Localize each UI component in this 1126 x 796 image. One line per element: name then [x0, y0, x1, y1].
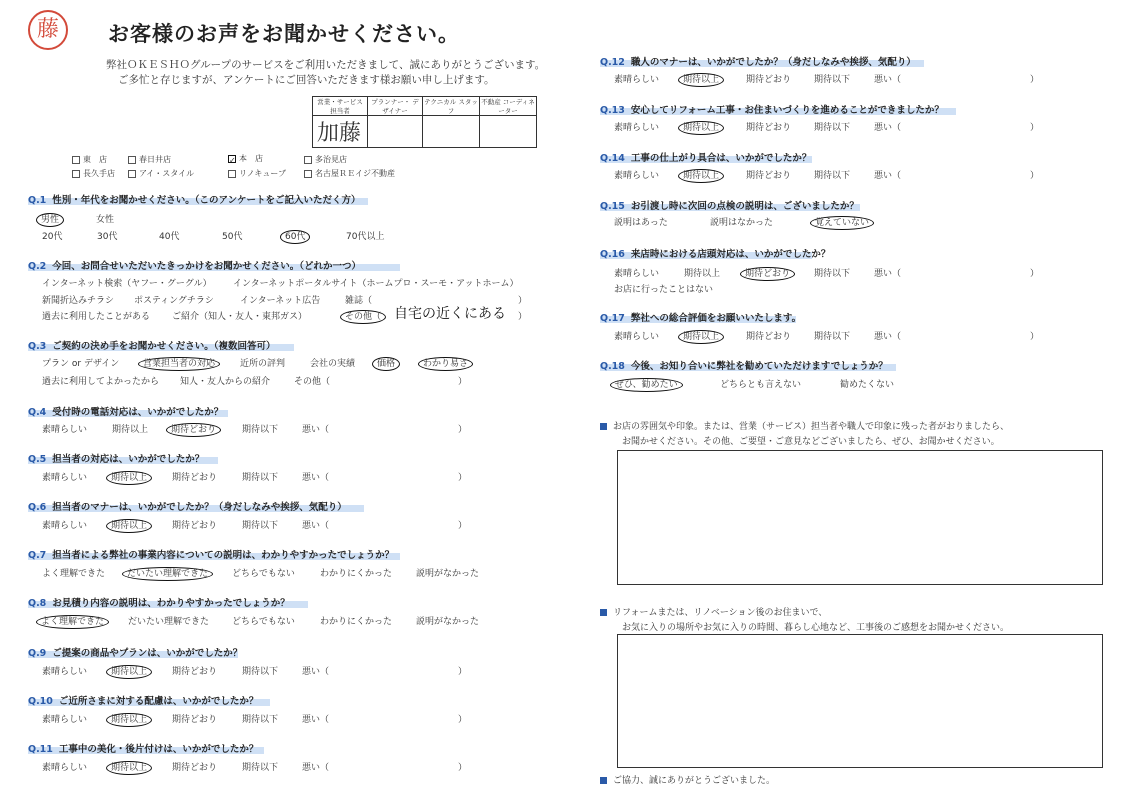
store-istyle[interactable]: アイ・スタイル [128, 168, 194, 179]
q2-other-answer: 自宅の近くにある [394, 306, 506, 322]
q10-bad[interactable]: 悪い（ [302, 715, 330, 725]
q7-neutral[interactable]: どちらでもない [232, 569, 295, 579]
q2-other[interactable]: その他（ [346, 309, 380, 322]
q2-posting-flyer[interactable]: ポスティングチラシ [134, 296, 214, 306]
q13-bad-close: ） [1030, 123, 1040, 133]
q5-as-expected[interactable]: 期待どおり [172, 473, 218, 483]
q18-neutral[interactable]: どちらとも言えない [720, 380, 802, 390]
q12-above[interactable]: 期待以上 [684, 72, 718, 85]
staff-name-planner [368, 116, 423, 148]
q2-magazine-close: ） [518, 296, 528, 306]
q3-clarity[interactable]: わかり易さ [424, 356, 467, 369]
q3-referral[interactable]: 知人・友人からの紹介 [180, 377, 271, 387]
q2-internet-ad[interactable]: インターネット広告 [240, 296, 321, 306]
q14-bad[interactable]: 悪い（ [874, 171, 902, 181]
q6-title: Q.6 担当者のマナーは、いかがでしたか？（身だしなみや挨拶、気配り） [28, 502, 347, 513]
store-main[interactable]: ✓ 本 店 [229, 154, 263, 165]
q10-below[interactable]: 期待以下 [242, 715, 279, 725]
q17-title: Q.17 弊社への総合評価をお願いいたします。 [600, 313, 802, 324]
staff-header-technical: テクニカル スタッフ [424, 98, 478, 115]
q16-below[interactable]: 期待以下 [814, 269, 851, 279]
q9-title: Q.9 ご提案の商品やプランは、いかがでしたか？ [28, 648, 243, 659]
comment1-line-1: お店の雰囲気や印象。または、営業（サービス）担当者や職人で印象に残った者がおりましたら、 [613, 422, 1010, 432]
q13-bad[interactable]: 悪い（ [874, 123, 902, 133]
q1-age-50[interactable]: 50代 [222, 232, 243, 242]
comment2-line-1: リフォームまたは、リノベーション後のお住まいで、 [613, 608, 828, 618]
q5-below[interactable]: 期待以下 [242, 473, 279, 483]
q9-excellent[interactable]: 素晴らしい [42, 667, 88, 677]
q8-neutral[interactable]: どちらでもない [232, 617, 295, 627]
q13-excellent[interactable]: 素晴らしい [614, 123, 660, 133]
q8-understood-well[interactable]: よく理解できた [42, 614, 103, 627]
intro-text [106, 58, 545, 88]
q4-bad-close: ） [458, 425, 468, 435]
q13-above[interactable]: 期待以上 [684, 120, 718, 133]
q3-price[interactable]: 価格 [378, 356, 394, 369]
q17-above[interactable]: 期待以上 [684, 329, 718, 342]
q9-as-expected[interactable]: 期待どおり [172, 667, 218, 677]
q2-internet-search[interactable]: インターネット検索（ヤフー・グーグル） [42, 279, 212, 289]
q12-bad-close: ） [1030, 75, 1040, 85]
q5-bad-close: ） [458, 473, 468, 483]
store-tajimi[interactable]: 多治見店 [304, 154, 347, 165]
comment1-prompt [600, 420, 1009, 450]
q17-bad-close: ） [1030, 332, 1040, 342]
q14-as-expected[interactable]: 期待どおり [746, 171, 792, 181]
q11-bad[interactable]: 悪い（ [302, 763, 330, 773]
q6-bad[interactable]: 悪い（ [302, 521, 330, 531]
q2-past-use[interactable]: 過去に利用したことがある [42, 312, 151, 322]
store-reiji[interactable]: 名古屋ＲＥイジ不動産 [304, 168, 395, 179]
comment1-box[interactable] [617, 450, 1103, 585]
staff-name-realestate [480, 116, 537, 148]
q15-dont-remember[interactable]: 覚えていない [816, 215, 868, 228]
q18-title: Q.18 今後、お知り合いに弊社を勧めていただけますでしょうか？ [600, 361, 888, 372]
q4-bad[interactable]: 悪い（ [302, 425, 330, 435]
q2-referral[interactable]: ご紹介（知人・友人・東邦ガス） [172, 312, 308, 322]
q5-excellent[interactable]: 素晴らしい [42, 473, 88, 483]
q6-above[interactable]: 期待以上 [112, 518, 146, 531]
q6-bad-close: ） [458, 521, 468, 531]
staff-header-sales: 営業・サービス 担当者 [313, 97, 368, 116]
q12-as-expected[interactable]: 期待どおり [746, 75, 792, 85]
q16-as-expected[interactable]: 期待どおり [746, 266, 789, 279]
q2-other-close: ） [518, 312, 528, 322]
q7-hard[interactable]: わかりにくかった [320, 569, 393, 579]
q4-as-expected[interactable]: 期待どおり [172, 422, 215, 435]
q2-magazine[interactable]: 雑誌（ [345, 296, 373, 306]
q7-understood-well[interactable]: よく理解できた [42, 569, 106, 579]
q17-as-expected[interactable]: 期待どおり [746, 332, 792, 342]
q1-age-30[interactable]: 30代 [97, 232, 118, 242]
q13-title: Q.13 安心してリフォーム工事・お住まいづくりを進めることができましたか？ [600, 105, 944, 116]
q9-above[interactable]: 期待以上 [112, 664, 146, 677]
q16-title: Q.16 来店時における店頭対応は、いかがでしたか？ [600, 249, 831, 260]
q16-above[interactable]: 期待以上 [684, 269, 721, 279]
seal-stamp: 藤 [28, 10, 68, 50]
q16-bad-close: ） [1030, 269, 1040, 279]
comment2-line-2: お気に入りの場所やお気に入りの時間、暮らし心地など、工事後のご感想をお聞かせください。 [622, 623, 1010, 633]
thanks-bullet-icon [600, 777, 607, 784]
q2-title: Q.2 今回、お問合せいただいたきっかけをお聞かせください。（どれか一つ） [28, 261, 362, 272]
q3-title: Q.3 ご契約の決め手をお聞かせください。（複数回答可） [28, 341, 276, 352]
q15-not-explained[interactable]: 説明はなかった [710, 218, 774, 228]
q8-no-explanation[interactable]: 説明がなかった [416, 617, 480, 627]
q3-other[interactable]: その他（ [294, 377, 331, 387]
q1-gender-female[interactable]: 女性 [96, 215, 115, 225]
comment1-bullet-icon [600, 423, 607, 430]
q6-below[interactable]: 期待以下 [242, 521, 279, 531]
q3-reputation[interactable]: 近所の評判 [240, 359, 286, 369]
page-title: お客様のお声をお聞かせください。 [108, 22, 460, 46]
q4-above[interactable]: 期待以上 [112, 425, 149, 435]
q13-below[interactable]: 期待以下 [814, 123, 851, 133]
q17-below[interactable]: 期待以下 [814, 332, 851, 342]
q12-excellent[interactable]: 素晴らしい [614, 75, 660, 85]
q14-above[interactable]: 期待以上 [684, 168, 718, 181]
q14-bad-close: ） [1030, 171, 1040, 181]
q5-bad[interactable]: 悪い（ [302, 473, 330, 483]
q9-bad-close: ） [458, 667, 468, 677]
store-east[interactable]: 東 店 [72, 154, 107, 165]
q3-track-record[interactable]: 会社の実績 [310, 359, 356, 369]
q5-title: Q.5 担当者の対応は、いかがでしたか？ [28, 454, 205, 465]
q18-not-recommend[interactable]: 勧めたくない [840, 380, 895, 390]
store-renocube[interactable]: リノキューブ [228, 168, 286, 179]
q8-hard[interactable]: わかりにくかった [320, 617, 393, 627]
q12-title: Q.12 職人のマナーは、いかがでしたか？（身だしなみや挨拶、気配り） [600, 57, 916, 68]
staff-header-planner: プランナー・ デザイナー [368, 97, 423, 116]
q6-excellent[interactable]: 素晴らしい [42, 521, 88, 531]
q3-past-use[interactable]: 過去に利用してよかったから [42, 377, 160, 387]
q10-as-expected[interactable]: 期待どおり [172, 715, 218, 725]
staff-name-sales: 加藤 [313, 116, 368, 148]
q12-bad[interactable]: 悪い（ [874, 75, 902, 85]
q11-as-expected[interactable]: 期待どおり [172, 763, 218, 773]
q3-other-close: ） [458, 377, 468, 387]
q9-bad[interactable]: 悪い（ [302, 667, 330, 677]
store-nagakute[interactable]: 長久手店 [72, 168, 115, 179]
q15-title: Q.15 お引渡し時に次回の点検の説明は、ございましたか？ [600, 201, 859, 212]
q14-below[interactable]: 期待以下 [814, 171, 851, 181]
q13-as-expected[interactable]: 期待どおり [746, 123, 792, 133]
q9-below[interactable]: 期待以下 [242, 667, 279, 677]
q11-title: Q.11 工事中の美化・後片付けは、いかがでしたか？ [28, 744, 259, 755]
store-kasugai[interactable]: 春日井店 [128, 154, 171, 165]
q10-bad-close: ） [458, 715, 468, 725]
intro-line-1: 弊社ＯＫＥＳＨＯグループのサービスをご利用いただきまして、誠にありがとうございます。 [106, 59, 546, 71]
q17-excellent[interactable]: 素晴らしい [614, 332, 660, 342]
q2-portal-site[interactable]: インターネットポータルサイト（ホームプロ・スーモ・アットホーム） [233, 279, 519, 289]
q7-no-explanation[interactable]: 説明がなかった [416, 569, 480, 579]
q12-below[interactable]: 期待以下 [814, 75, 851, 85]
q10-title: Q.10 ご近所さまに対する配慮は、いかがでしたか？ [28, 696, 259, 707]
q8-mostly-understood[interactable]: だいたい理解できた [128, 617, 210, 627]
q3-plan-design[interactable]: プラン or デザイン [42, 359, 120, 369]
q4-excellent[interactable]: 素晴らしい [42, 425, 88, 435]
q1-gender-male[interactable]: 男性 [42, 212, 58, 225]
intro-line-2: ご多忙と存じますが、アンケートにご回答いただきます様お願い申し上げます。 [118, 74, 495, 86]
q8-title: Q.8 お見積り内容の説明は、わかりやすかったでしょうか？ [28, 598, 290, 609]
q16-never-visited[interactable]: お店に行ったことはない [614, 285, 714, 295]
q11-above[interactable]: 期待以上 [112, 760, 146, 773]
q2-newspaper-flyer[interactable]: 新聞折込みチラシ [42, 296, 115, 306]
q7-mostly-understood[interactable]: だいたい理解できた [128, 566, 207, 579]
comment2-bullet-icon [600, 609, 607, 616]
q3-sales-staff[interactable]: 営業担当者の対応 [144, 356, 214, 369]
thanks-text: ご協力、誠にありがとうございました。 [600, 773, 775, 786]
q1-age-20[interactable]: 20代 [42, 232, 63, 242]
q1-age-40[interactable]: 40代 [159, 232, 180, 242]
q1-age-70[interactable]: 70代以上 [346, 232, 385, 242]
q14-title: Q.14 工事の仕上がり具合は、いかがでしたか？ [600, 153, 812, 164]
staff-name-technical [423, 116, 480, 148]
q18-recommend[interactable]: ぜひ、勧めたい [616, 377, 677, 390]
q7-title: Q.7 担当者による弊社の事業内容についての説明は、わかりやすかったでしょうか？ [28, 550, 395, 561]
comment2-prompt [600, 606, 1009, 636]
q1-title: Q.1 性別・年代をお聞かせください。（このアンケートをご記入いただく方） [28, 195, 361, 206]
staff-table [312, 96, 537, 148]
q4-below[interactable]: 期待以下 [242, 425, 279, 435]
q6-as-expected[interactable]: 期待どおり [172, 521, 218, 531]
q4-title: Q.4 受付時の電話対応は、いかがでしたか？ [28, 407, 224, 418]
q10-above[interactable]: 期待以上 [112, 712, 146, 725]
comment1-line-2: お聞かせください。その他、ご要望・ご意見などございましたら、ぜひ、お聞かせください。 [622, 437, 1000, 447]
q11-bad-close: ） [458, 763, 468, 773]
staff-header-realestate: 不動産 コーディネーター [481, 98, 535, 115]
q11-below[interactable]: 期待以下 [242, 763, 279, 773]
comment2-box[interactable] [617, 634, 1103, 768]
q17-bad[interactable]: 悪い（ [874, 332, 902, 342]
q16-bad[interactable]: 悪い（ [874, 269, 902, 279]
q10-excellent[interactable]: 素晴らしい [42, 715, 88, 725]
q16-excellent[interactable]: 素晴らしい [614, 269, 660, 279]
q11-excellent[interactable]: 素晴らしい [42, 763, 88, 773]
q14-excellent[interactable]: 素晴らしい [614, 171, 660, 181]
q1-age-60[interactable]: 60代 [286, 229, 304, 242]
q5-above[interactable]: 期待以上 [112, 470, 146, 483]
q15-explained[interactable]: 説明はあった [614, 218, 668, 228]
